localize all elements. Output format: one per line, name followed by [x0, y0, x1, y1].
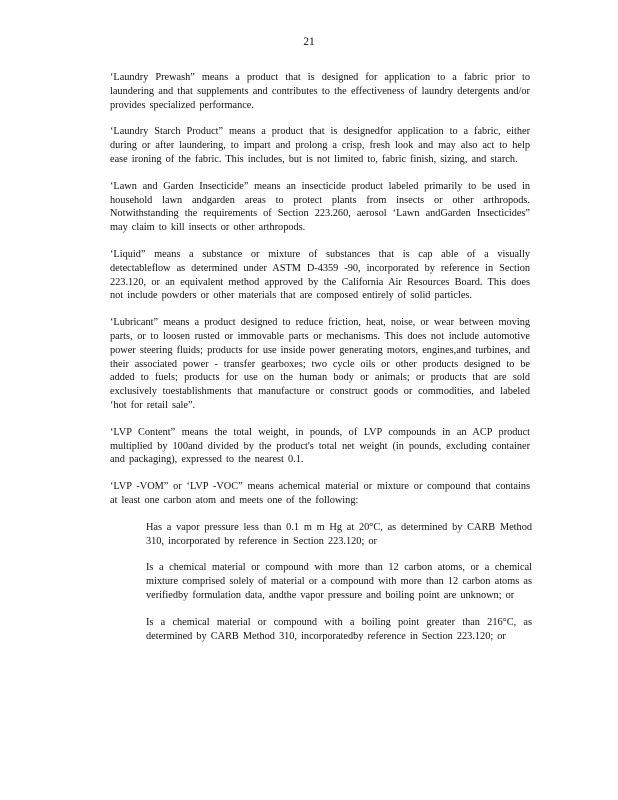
definition-lawn-and-garden-insecticide: ‘Lawn and Garden Insecticide” means an insecticide product labeled primarily to be used in household lawn andgarden areas to protect plants from insects or other arthropods. Notwithstanding the requirements of Section 223.260, aerosol ‘Lawn andGarden Insecticides” may claim to kill insects or other arthropods.: [110, 180, 530, 234]
document-body: [110, 71, 530, 643]
page-number: 21: [303, 36, 315, 48]
criterion-vapor-pressure: Has a vapor pressure less than 0.1 m m Hg at 20°C, as determined by CARB Method 310, incorporated by reference in Section 223.120; or: [146, 521, 532, 547]
criterion-carbon-atoms: Is a chemical material or compound with more than 12 carbon atoms, or a chemical mixture comprised solely of material or a compound with more than 12 carbon atoms as verifiedby formulation data, andthe vapor pressure and boiling point are unknown; or: [146, 562, 532, 601]
definition-lvp-content: ‘LVP Content” means the total weight, in pounds, of LVP compounds in an ACP product multiplied by 100and divided by the product's total net weight (in pounds, excluding container and packaging), expressed to the nearest 0.1.: [110, 426, 530, 466]
definition-laundry-prewash: ‘Laundry Prewash” means a product that is designed for application to a fabric prior to laundering and that supplements and contributes to the effectiveness of laundry detergents and/or provides specialized performance.: [110, 72, 530, 111]
criterion-boiling-point: Is a chemical material or compound with a boiling point greater than 216°C, as determined by CARB Method 310, incorporatedby reference in Section 223.120; or: [146, 616, 532, 642]
definition-lvp-vom: ‘LVP -VOM” or ‘LVP -VOC” means achemical material or mixture or compound that contains at least one carbon atom and meets one of the following:: [110, 481, 530, 506]
definition-lubricant: ‘Lubricant” means a product designed to reduce friction, heat, noise, or wear between moving parts, or to loosen rusted or immovable parts or mechanisms. This does not include automotive power steering fluids; products for use inside power generating motors, engines,and turbines, and their associated power - transfer gearboxes; two cycle oils or other products designed to be added to fuels; products for use on the human body or animals; or products that are sold exclusively toestablishments that manufacture or construct goods or commodities, and labeled ‘hot for retail sale”.: [110, 317, 530, 411]
definition-laundry-starch-product: ‘Laundry Starch Product” means a product that is designedfor application to a fabric, either during or after laundering, to impart and prolong a crisp, fresh look and may also act to help ease ironing of the fabric. This includes, but is not limited to, fabric finish, sizing, and starch.: [110, 126, 530, 165]
definition-liquid: ‘Liquid” means a substance or mixture of substances that is cap able of a visually detectableflow as determined under ASTM D-4359 -90, incorporated by reference in Section 223.120, or an equivalent method approved by the California Air Resources Board. This does not include powders or other materials that are composed entirely of solid particles.: [110, 248, 530, 302]
